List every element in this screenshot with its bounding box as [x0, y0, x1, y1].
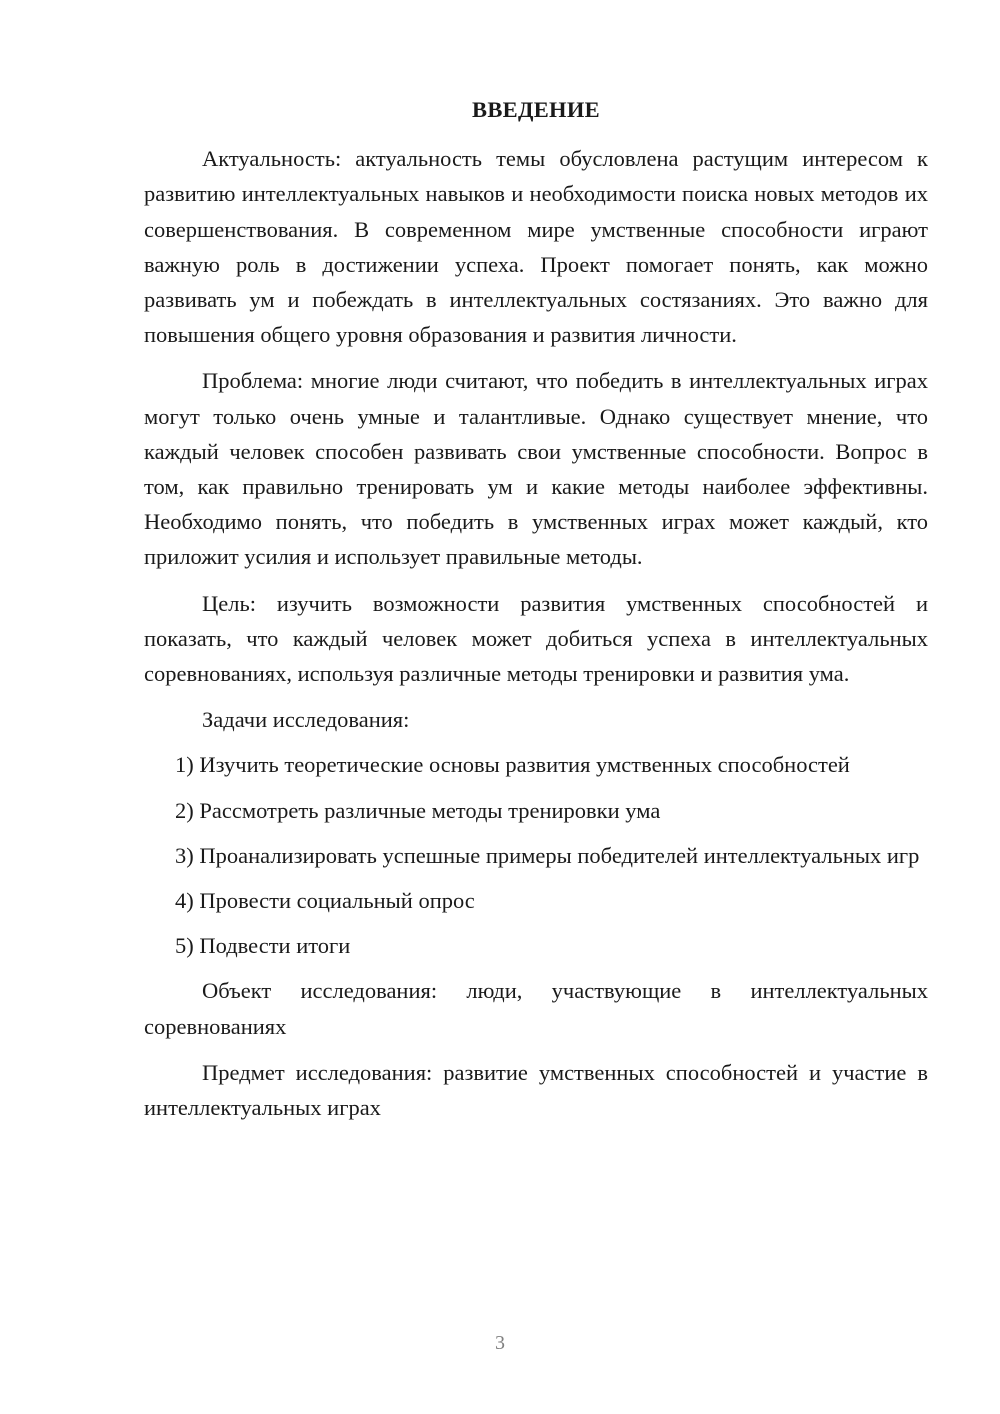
subject-paragraph: Предмет исследования: развитие умственных способностей и участие в интеллектуальных играх: [144, 1059, 928, 1121]
list-item: 2) Рассмотреть различные методы тренировки ума: [175, 797, 661, 823]
document-page: [144, 92, 928, 1136]
tasks-heading: Задачи исследования:: [202, 707, 410, 733]
list-item: 4) Провести социальный опрос: [175, 888, 475, 914]
list-item: 3) Проанализировать успешные примеры победителей интеллектуальных игр: [175, 842, 920, 868]
relevance-paragraph: Актуальность: актуальность темы обусловлена растущим интересом к развитию интеллектуальных навыков и необходимости поиска новых методов их совершенствования. В современном мире умственные способности играют важную роль в достижении успеха. Проект помогает понять, как можно развивать ум и побеждать в интеллектуальных состязаниях. Это важно для повышения общего уровня образования и развития личности.: [144, 146, 928, 348]
problem-paragraph: Проблема: многие люди считают, что победить в интеллектуальных играх могут только очень умные и талантливые. Однако существует мнение, что каждый человек способен развивать свои умственные способности. Вопрос в том, как правильно тренировать ум и какие методы наиболее эффективны. Необходимо понять, что победить в умственных играх может каждый, кто приложит усилия и использует правильные методы.: [144, 368, 928, 570]
list-item: 1) Изучить теоретические основы развития умственных способностей: [175, 752, 850, 778]
list-item: 5) Подвести итоги: [175, 933, 351, 959]
page-title: ВВЕДЕНИЕ: [472, 97, 600, 122]
goal-paragraph: Цель: изучить возможности развития умственных способностей и показать, что каждый человек может добиться успеха в интеллектуальных соревнованиях, используя различные методы тренировки и развития ума.: [144, 590, 928, 687]
page-number: 3: [495, 1332, 505, 1354]
object-paragraph: Объект исследования: люди, участвующие в интеллектуальных соревнованиях: [144, 978, 928, 1039]
tasks-list: [144, 747, 928, 963]
